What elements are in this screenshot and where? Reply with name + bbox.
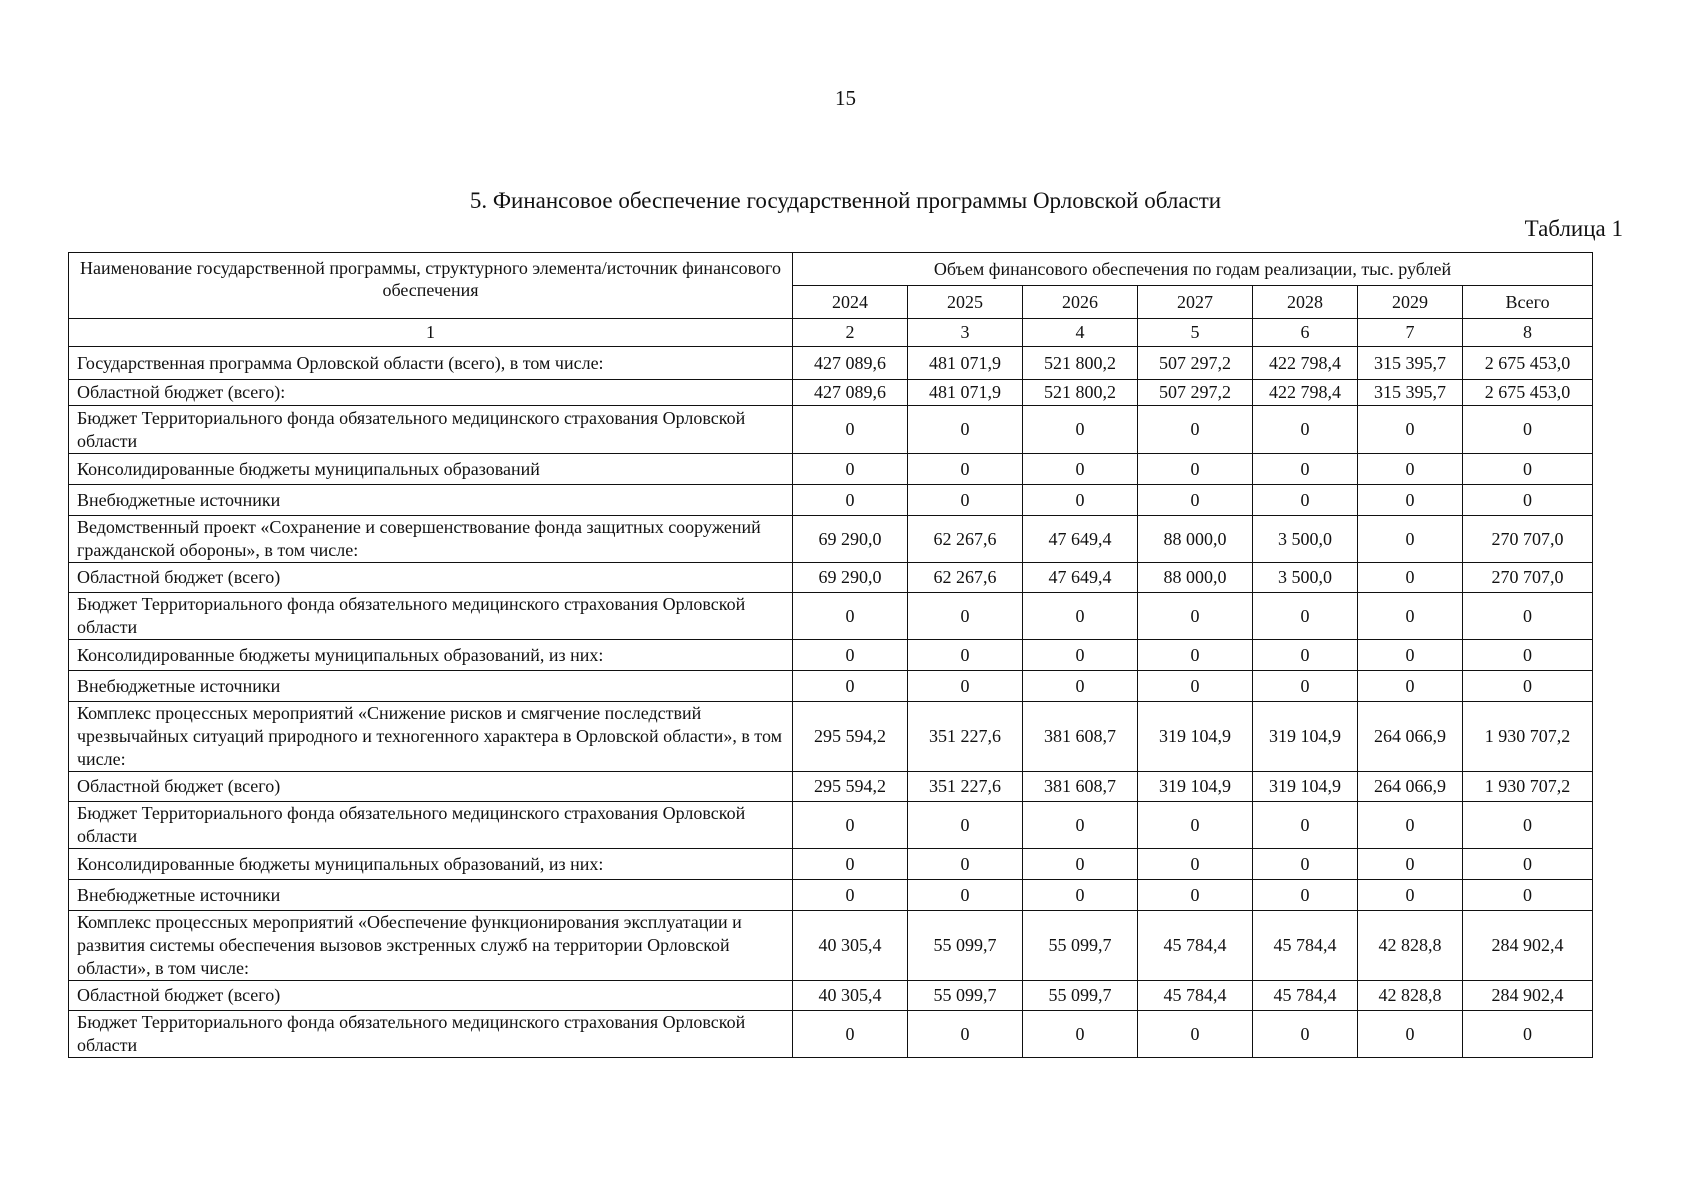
column-index: 5 <box>1138 319 1253 347</box>
row-value: 45 784,4 <box>1138 981 1253 1011</box>
row-value: 55 099,7 <box>1023 911 1138 981</box>
year-header: 2028 <box>1253 286 1358 319</box>
row-value: 0 <box>793 485 908 516</box>
table-row <box>69 380 1593 406</box>
row-value: 0 <box>1463 671 1593 702</box>
row-value: 0 <box>908 880 1023 911</box>
row-name: Государственная программа Орловской области (всего), в том числе: <box>69 347 793 380</box>
row-value: 0 <box>1358 880 1463 911</box>
row-value: 3 500,0 <box>1253 563 1358 593</box>
row-name: Областной бюджет (всего) <box>69 563 793 593</box>
row-value: 0 <box>908 849 1023 880</box>
row-value: 0 <box>1023 593 1138 640</box>
row-value: 295 594,2 <box>793 772 908 802</box>
year-header: Всего <box>1463 286 1593 319</box>
row-value: 45 784,4 <box>1253 981 1358 1011</box>
row-name: Внебюджетные источники <box>69 671 793 702</box>
table-body <box>69 347 1593 1058</box>
section-title: 5. Финансовое обеспечение государственной программы Орловской области <box>469 188 1222 213</box>
table-row <box>69 640 1593 671</box>
row-value: 0 <box>1138 1011 1253 1058</box>
table-label: Таблица 1 <box>1524 216 1623 241</box>
row-value: 0 <box>1358 849 1463 880</box>
row-value: 40 305,4 <box>793 981 908 1011</box>
row-value: 0 <box>908 454 1023 485</box>
row-value: 69 290,0 <box>793 516 908 563</box>
row-value: 0 <box>1253 640 1358 671</box>
row-value: 270 707,0 <box>1463 563 1593 593</box>
table-row <box>69 981 1593 1011</box>
row-value: 0 <box>908 406 1023 454</box>
row-value: 0 <box>793 802 908 849</box>
column-index: 6 <box>1253 319 1358 347</box>
row-value: 0 <box>1023 880 1138 911</box>
row-value: 264 066,9 <box>1358 702 1463 772</box>
row-name: Консолидированные бюджеты муниципальных образований, из них: <box>69 640 793 671</box>
table-row <box>69 880 1593 911</box>
row-value: 0 <box>793 849 908 880</box>
column-index: 3 <box>908 319 1023 347</box>
row-value: 0 <box>1138 406 1253 454</box>
row-name: Областной бюджет (всего) <box>69 772 793 802</box>
row-value: 0 <box>1358 1011 1463 1058</box>
row-name: Бюджет Территориального фонда обязательного медицинского страхования Орловской области <box>69 1011 793 1058</box>
year-header: 2026 <box>1023 286 1138 319</box>
row-value: 0 <box>1358 802 1463 849</box>
year-header: 2027 <box>1138 286 1253 319</box>
table-row <box>69 347 1593 380</box>
column-index: 8 <box>1463 319 1593 347</box>
table-row <box>69 563 1593 593</box>
index-row <box>69 319 1593 347</box>
row-value: 319 104,9 <box>1253 702 1358 772</box>
row-value: 319 104,9 <box>1138 772 1253 802</box>
row-value: 351 227,6 <box>908 772 1023 802</box>
row-value: 0 <box>1253 802 1358 849</box>
row-value: 0 <box>1138 454 1253 485</box>
row-value: 0 <box>1253 593 1358 640</box>
row-value: 0 <box>1138 802 1253 849</box>
row-value: 47 649,4 <box>1023 563 1138 593</box>
row-name: Внебюджетные источники <box>69 485 793 516</box>
row-value: 0 <box>1253 1011 1358 1058</box>
table-row <box>69 593 1593 640</box>
row-value: 295 594,2 <box>793 702 908 772</box>
row-name: Бюджет Территориального фонда обязательного медицинского страхования Орловской области <box>69 593 793 640</box>
row-value: 0 <box>793 880 908 911</box>
table-row <box>69 849 1593 880</box>
row-value: 0 <box>1358 593 1463 640</box>
row-value: 0 <box>908 485 1023 516</box>
row-value: 0 <box>1023 485 1138 516</box>
page-number: 15 <box>835 86 856 110</box>
row-name: Внебюджетные источники <box>69 880 793 911</box>
row-value: 0 <box>793 406 908 454</box>
row-value: 0 <box>1023 454 1138 485</box>
row-value: 381 608,7 <box>1023 702 1138 772</box>
row-value: 270 707,0 <box>1463 516 1593 563</box>
row-value: 351 227,6 <box>908 702 1023 772</box>
row-value: 55 099,7 <box>1023 981 1138 1011</box>
row-name: Консолидированные бюджеты муниципальных образований <box>69 454 793 485</box>
column-index: 4 <box>1023 319 1138 347</box>
row-value: 264 066,9 <box>1358 772 1463 802</box>
table-row <box>69 702 1593 772</box>
row-value: 319 104,9 <box>1253 772 1358 802</box>
row-value: 0 <box>793 671 908 702</box>
header-volume: Объем финансового обеспечения по годам реализации, тыс. рублей <box>793 253 1593 286</box>
row-value: 0 <box>1358 485 1463 516</box>
year-header: 2029 <box>1358 286 1463 319</box>
row-value: 0 <box>1138 849 1253 880</box>
row-value: 88 000,0 <box>1138 563 1253 593</box>
row-value: 381 608,7 <box>1023 772 1138 802</box>
row-value: 422 798,4 <box>1253 347 1358 380</box>
row-value: 0 <box>908 640 1023 671</box>
row-value: 0 <box>1138 485 1253 516</box>
table-row <box>69 1011 1593 1058</box>
row-value: 284 902,4 <box>1463 911 1593 981</box>
row-name: Комплекс процессных мероприятий «Снижение рисков и смягчение последствий чрезвычайных ситуаций природного и техногенного характера в Орловской области», в том числе: <box>69 702 793 772</box>
row-value: 0 <box>793 593 908 640</box>
row-value: 0 <box>1358 406 1463 454</box>
row-value: 0 <box>1253 849 1358 880</box>
row-value: 422 798,4 <box>1253 380 1358 406</box>
row-value: 55 099,7 <box>908 911 1023 981</box>
row-value: 0 <box>1253 454 1358 485</box>
row-value: 507 297,2 <box>1138 380 1253 406</box>
row-value: 69 290,0 <box>793 563 908 593</box>
row-value: 88 000,0 <box>1138 516 1253 563</box>
row-name: Бюджет Территориального фонда обязательного медицинского страхования Орловской области <box>69 802 793 849</box>
table-row <box>69 406 1593 454</box>
table-row <box>69 772 1593 802</box>
row-value: 481 071,9 <box>908 380 1023 406</box>
row-value: 0 <box>1463 640 1593 671</box>
financing-table <box>68 252 1593 1058</box>
row-value: 47 649,4 <box>1023 516 1138 563</box>
row-value: 0 <box>908 593 1023 640</box>
row-value: 507 297,2 <box>1138 347 1253 380</box>
row-value: 0 <box>1023 406 1138 454</box>
row-value: 0 <box>1023 849 1138 880</box>
row-value: 0 <box>1023 1011 1138 1058</box>
row-value: 0 <box>1463 485 1593 516</box>
table-row <box>69 485 1593 516</box>
year-header: 2024 <box>793 286 908 319</box>
column-index: 7 <box>1358 319 1463 347</box>
row-value: 62 267,6 <box>908 563 1023 593</box>
row-value: 45 784,4 <box>1138 911 1253 981</box>
column-index: 2 <box>793 319 908 347</box>
row-value: 0 <box>793 454 908 485</box>
row-value: 481 071,9 <box>908 347 1023 380</box>
row-value: 42 828,8 <box>1358 911 1463 981</box>
row-value: 0 <box>1463 1011 1593 1058</box>
row-value: 0 <box>1253 406 1358 454</box>
row-value: 1 930 707,2 <box>1463 702 1593 772</box>
row-value: 45 784,4 <box>1253 911 1358 981</box>
row-value: 0 <box>793 640 908 671</box>
row-value: 427 089,6 <box>793 380 908 406</box>
row-value: 0 <box>1138 671 1253 702</box>
row-value: 0 <box>1463 880 1593 911</box>
row-name: Областной бюджет (всего) <box>69 981 793 1011</box>
row-value: 2 675 453,0 <box>1463 380 1593 406</box>
table-row <box>69 516 1593 563</box>
row-value: 0 <box>1138 880 1253 911</box>
year-header: 2025 <box>908 286 1023 319</box>
row-value: 0 <box>1253 671 1358 702</box>
row-value: 319 104,9 <box>1138 702 1253 772</box>
row-value: 0 <box>1463 849 1593 880</box>
row-value: 0 <box>1253 485 1358 516</box>
row-value: 0 <box>1023 640 1138 671</box>
row-name: Консолидированные бюджеты муниципальных образований, из них: <box>69 849 793 880</box>
row-name: Бюджет Территориального фонда обязательного медицинского страхования Орловской области <box>69 406 793 454</box>
row-value: 284 902,4 <box>1463 981 1593 1011</box>
row-value: 0 <box>1023 802 1138 849</box>
row-value: 0 <box>793 1011 908 1058</box>
row-value: 427 089,6 <box>793 347 908 380</box>
row-value: 42 828,8 <box>1358 981 1463 1011</box>
row-value: 0 <box>1358 563 1463 593</box>
row-value: 0 <box>1463 454 1593 485</box>
table-row <box>69 802 1593 849</box>
row-value: 0 <box>908 671 1023 702</box>
table-row <box>69 454 1593 485</box>
row-value: 0 <box>908 1011 1023 1058</box>
row-name: Ведомственный проект «Сохранение и совершенствование фонда защитных сооружений гражданской обороны», в том числе: <box>69 516 793 563</box>
row-value: 40 305,4 <box>793 911 908 981</box>
table-row <box>69 911 1593 981</box>
row-value: 315 395,7 <box>1358 347 1463 380</box>
row-value: 0 <box>908 802 1023 849</box>
row-value: 0 <box>1253 880 1358 911</box>
row-value: 3 500,0 <box>1253 516 1358 563</box>
row-value: 62 267,6 <box>908 516 1023 563</box>
row-value: 0 <box>1358 640 1463 671</box>
row-value: 0 <box>1463 406 1593 454</box>
row-name: Областной бюджет (всего): <box>69 380 793 406</box>
row-value: 521 800,2 <box>1023 380 1138 406</box>
row-value: 55 099,7 <box>908 981 1023 1011</box>
row-value: 0 <box>1023 671 1138 702</box>
header-row <box>69 253 1593 286</box>
header-name-column: Наименование государственной программы, структурного элемента/источник финансового обеспечения <box>69 253 793 319</box>
row-value: 0 <box>1358 454 1463 485</box>
row-value: 521 800,2 <box>1023 347 1138 380</box>
row-value: 0 <box>1138 593 1253 640</box>
row-value: 315 395,7 <box>1358 380 1463 406</box>
row-value: 0 <box>1358 671 1463 702</box>
table-row <box>69 671 1593 702</box>
row-value: 1 930 707,2 <box>1463 772 1593 802</box>
row-value: 2 675 453,0 <box>1463 347 1593 380</box>
row-value: 0 <box>1463 593 1593 640</box>
column-index: 1 <box>69 319 793 347</box>
row-value: 0 <box>1358 516 1463 563</box>
row-value: 0 <box>1138 640 1253 671</box>
row-name: Комплекс процессных мероприятий «Обеспечение функционирования эксплуатации и развития системы обеспечения вызовов экстренных служб на территории Орловской области», в том числе: <box>69 911 793 981</box>
row-value: 0 <box>1463 802 1593 849</box>
